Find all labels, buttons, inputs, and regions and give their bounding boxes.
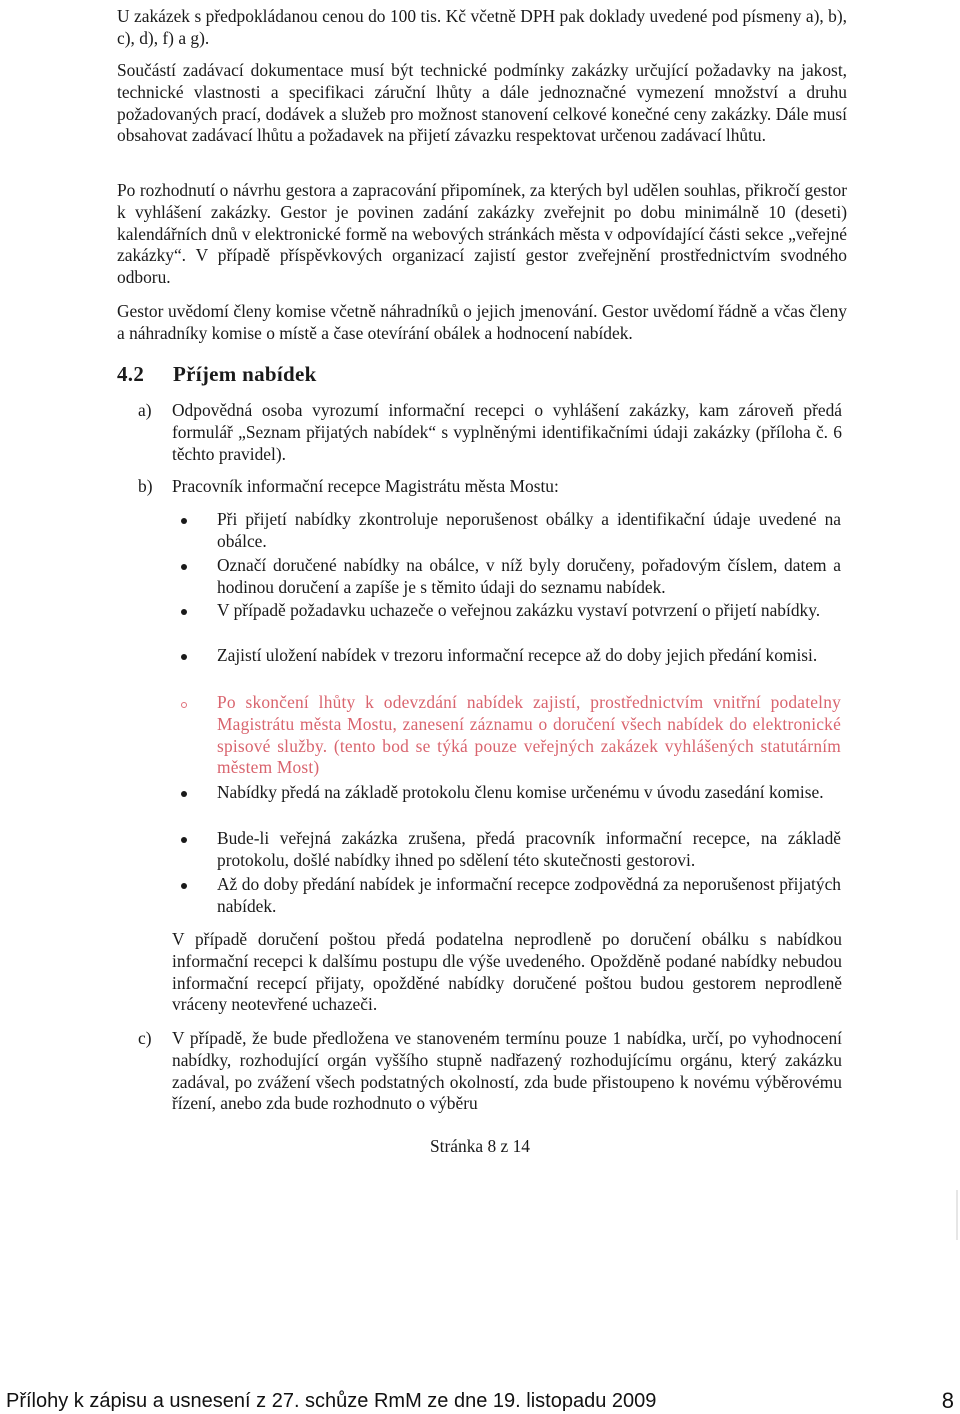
item-b-marker: b)	[138, 476, 153, 496]
tender-documentation-paragraph: Součástí zadávací dokumentace musí být technické podmínky zakázky určující požadavky na jakost, technické vlastnosti a specifikaci záruční lhůty a dále jednoznačné vymezení množství a druhu požadovaných prací, dodávek a služeb pro možnost stanovení celkové konečné ceny zakázky. Dále musí obsahovat zadávací lhůtu a požadavek na přijetí závazku respektovat určenou zadávací lhůtu.	[117, 60, 847, 146]
item-a-marker: a)	[138, 400, 152, 420]
bullet-item: V případě požadavku uchazeče o veřejnou zakázku vystaví potvrzení o přijetí nabídky.	[217, 600, 821, 620]
bullet-item: Při přijetí nabídky zkontroluje neporušenost obálky a identifikační údaje uvedené na obálce.	[217, 509, 841, 551]
bullet-icon	[181, 702, 187, 708]
bullet-item: Označí doručené nabídky na obálce, v níž byly doručeny, pořadovým číslem, datem a hodinou doručení a zapíše je s těmito údaji do seznamu nabídek.	[217, 555, 841, 597]
bullet-icon	[181, 791, 187, 797]
intro-paragraph: U zakázek s předpokládanou cenou do 100 tis. Kč včetně DPH pak doklady uvedené pod písmeny a), b), c), d), f) a g).	[117, 6, 847, 48]
postal-delivery-paragraph: V případě doručení poštou předá podatelna neprodleně po doručení obálku s nabídkou informační recepci k dalšímu postupu dle výše uvedeného. Opožděně podané nabídky nebudou informační recepcí přijaty, opožděné nabídky doručené poštou budou gestorem neprodleně vráceny neotevřené uchazeči.	[172, 929, 842, 1015]
item-b-text: Pracovník informační recepce Magistrátu města Mostu:	[172, 476, 559, 496]
bullet-icon	[181, 518, 187, 524]
bullet-item: Až do doby předání nabídek je informační recepce zodpovědná za neporušenost přijatých nabídek.	[217, 874, 841, 916]
announcement-paragraph: Po rozhodnutí o návrhu gestora a zapracování připomínek, za kterých byl udělen souhlas, přikročí gestor k vyhlášení zakázky. Gestor je povinen zadání zakázky zveřejnit po dobu minimálně 10 (deseti) kalendářních dnů v elektronické formě na webových stránkách města v odpovídající části sekce „veřejné zakázky“. V případě příspěvkových organizací zajistí gestor zveřejnění prostřednictvím svodného odboru.	[117, 180, 847, 288]
item-c-text: V případě, že bude předložena ve stanoveném termínu pouze 1 nabídka, určí, po vyhodnocení nabídky, rozhodující orgán vyššího stupně nadřazený rozhodujícímu orgánu, který zakázku zadával, po zvážení všech podstatných okolností, zda bude přistoupeno k novému výběrovému řízení, anebo zda bude rozhodnuto o výběru	[172, 1028, 842, 1114]
item-c-marker: c)	[138, 1028, 152, 1048]
page-number: Stránka 8 z 14	[430, 1136, 530, 1156]
bullet-icon	[181, 654, 187, 660]
footer-caption: Přílohy k zápisu a usnesení z 27. schůze RmM ze dne 19. listopadu 2009	[6, 1390, 657, 1412]
highlighted-bullet-item: Po skončení lhůty k odevzdání nabídek zajistí, prostřednictvím vnitřní podatelny Magistrátu města Mostu, zanesení záznamu o doručení všech nabídek do elektronické spisové služby. (tento bod se týká pouze veřejných zakázek vyhlášených statutárním městem Most)	[217, 692, 841, 778]
bullet-item: Bude-li veřejná zakázka zrušena, předá pracovník informační recepce, na základě protokolu, došlé nabídky ihned po sdělení této skutečnosti gestorovi.	[217, 828, 841, 870]
bullet-icon	[181, 609, 187, 615]
committee-paragraph: Gestor uvědomí členy komise včetně náhradníků o jejich jmenování. Gestor uvědomí řádně a včas členy a náhradníky komise o místě a čase otevírání obálek a hodnocení nabídek.	[117, 301, 847, 343]
section-title: Příjem nabídek	[173, 362, 317, 386]
bullet-icon	[181, 564, 187, 570]
scan-artifact	[956, 1190, 958, 1240]
item-a-text: Odpovědná osoba vyrozumí informační recepci o vyhlášení zakázky, kam zároveň předá formulář „Seznam přijatých nabídek“ s vyplněnými identifikačními údaji zakázky (příloha č. 6 těchto pravidel).	[172, 400, 842, 464]
bullet-icon	[181, 883, 187, 889]
section-heading	[117, 362, 317, 387]
bullet-item: Nabídky předá na základě protokolu členu komise určenému v úvodu zasedání komise.	[217, 782, 824, 802]
bullet-icon	[181, 837, 187, 843]
section-number: 4.2	[117, 362, 145, 386]
bullet-item: Zajistí uložení nabídek v trezoru informační recepce až do doby jejich předání komisi.	[217, 645, 818, 665]
footer-page-number: 8	[941, 1388, 954, 1413]
